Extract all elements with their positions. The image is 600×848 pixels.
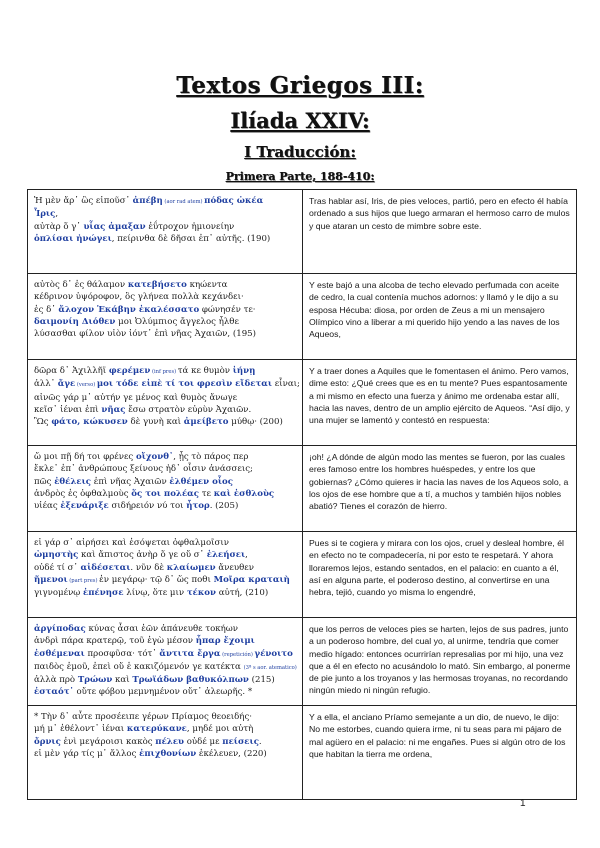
greek-segment: αὐτὰρ ὅ γ᾽: [34, 221, 84, 232]
spanish-translation: Tras hablar así, Iris, de pies veloces, partió, pero en efecto él había ordenado a sus hijos que luego armaran el hermoso carro de mulos y que ataran un cesto de mimbre sobre este.: [309, 196, 570, 231]
greek-segment: πῶς: [34, 476, 55, 487]
spanish-translation-cell: [303, 706, 577, 800]
greek-line: [34, 195, 297, 208]
highlighted-word: ὁπλίσαι ἠνώγει: [34, 233, 112, 244]
highlighted-word: ἀργίποδας: [34, 624, 86, 634]
greek-line: [34, 476, 297, 488]
greek-line: [34, 736, 297, 748]
greek-segment: ἔσω στρατὸν εὐρὺν Ἀχαιῶν.: [125, 404, 252, 415]
highlighted-word: υἷας ἀμαξαν: [83, 221, 146, 232]
greek-line: [34, 648, 297, 661]
highlighted-word: ἐπένησε: [83, 588, 124, 599]
highlighted-word: δαιμονίη Διόθεν: [34, 316, 116, 327]
spanish-translation-cell: [303, 446, 577, 532]
greek-segment: σιδήρειόν νύ τοι: [108, 501, 187, 512]
greek-segment: ἀνδρὸς ἐς ὀφθαλμοὺς: [34, 488, 132, 499]
highlighted-word: ἥμενοι: [34, 574, 68, 585]
greek-segment: ἐκέλευεν, (220): [196, 748, 267, 759]
greek-line: [34, 635, 297, 647]
highlighted-word: νῆας: [101, 404, 126, 415]
greek-segment: Ὣς: [34, 417, 52, 428]
highlighted-word: καὶ ἐσθλοὺς: [213, 488, 275, 499]
table-row: [28, 706, 577, 800]
greek-line: [34, 711, 297, 723]
greek-segment: μοι Ὀλύμπιος ἄγγελος ἦλθε: [115, 316, 239, 327]
table-row: [28, 274, 577, 360]
greek-segment: εἶναι;: [272, 379, 300, 390]
greek-segment: κηώεντα: [186, 280, 228, 290]
greek-line: [34, 537, 297, 549]
greek-segment: τά κε θυμὸν: [177, 366, 233, 376]
greek-segment: γιγνομένῳ: [34, 588, 84, 599]
highlighted-word: κλαίωμεν: [166, 562, 216, 573]
greek-segment: οὐδέ τί σ᾽: [34, 562, 81, 573]
greek-segment: εἰ μὲν γάρ τίς μ᾽ ἄλλος: [34, 748, 140, 759]
greek-segment: ἐπὶ νῆας Ἀχαιῶν: [91, 476, 170, 487]
part-heading: Primera Parte, 188-410:: [225, 170, 375, 183]
spanish-translation-cell: [303, 532, 577, 618]
spanish-translation: Pues si te cogiera y mirara con los ojos, cruel y desleal hombre, él en efecto no te compadecería, ni por esto te respetará. Y ahora lloraremos lejos, estando sentados, en el palacio: en cuanto a él, así en alguna parte, el poderoso destino, al convertirse en una hebra, tejió, cuando yo misma lo engendré,: [309, 538, 564, 598]
greek-segment: ὤ μοι πῇ δή τοι φρένες: [34, 452, 136, 462]
greek-segment: παιδὸς ἐμοῦ, ἐπεὶ οὔ ἑ κακιζόμενόν γε κατέκτα: [34, 661, 244, 672]
greek-segment: , πείρινθα δὲ δῆσαι ἐπ᾽ αὐτῆς. (190): [111, 233, 271, 244]
greek-segment: ἔκλε᾽ ἐπ᾽ ἀνθρώπους ξείνους ἠδ᾽ οἷσιν ἀνάσσεις;: [34, 464, 253, 475]
translation-table: [27, 189, 577, 800]
table-row: [28, 618, 577, 706]
greek-segment: . νῦν δὲ: [130, 562, 167, 573]
table-row: [28, 360, 577, 446]
greek-line: [34, 463, 297, 475]
greek-segment: ἐΰτροχον ἡμιονείην: [145, 221, 235, 232]
greek-segment: ἀλλ᾽: [34, 379, 58, 390]
section-heading: I Traducción:: [244, 143, 356, 161]
table-row: [28, 190, 577, 274]
greek-line: [34, 378, 300, 391]
greek-segment: δῶρα δ᾽ Ἀχιλλῆϊ: [34, 366, 109, 376]
greek-segment: μύθῳ· (200): [228, 417, 283, 428]
highlighted-word: ἑσταότ᾽: [34, 687, 74, 698]
greek-text-cell: [28, 532, 303, 618]
spanish-translation: Y a traer dones a Aquiles que le fomentasen el ánimo. Pero vamos, dime esto: ¿Qué crees que es en tu mente? Pues espantosamente a mi mismo en efecto una fuerza y ánimo me ordenaba estar allí, hacia las naves, dentro de un amplio ejército de Aqueos. “Así dijo, y una mujer se lamentó y contestó en respuesta:: [309, 366, 570, 426]
highlighted-word: Τρώων: [77, 675, 113, 686]
highlighted-word: ἰήνῃ: [232, 366, 256, 376]
highlighted-word: ὠμηστὴς: [34, 550, 79, 561]
table-row: [28, 532, 577, 618]
greek-segment: φώνησέν τε·: [199, 304, 256, 315]
greek-segment: καὶ: [112, 675, 133, 686]
highlighted-word: ἐλθέμεν οἶος: [169, 476, 233, 487]
grammar-note: (aor rad atem): [162, 199, 205, 205]
highlighted-word: ἐλεήσει: [206, 550, 246, 561]
greek-line: [34, 291, 297, 303]
grammar-note: (3ª s aor. atematico): [243, 664, 297, 671]
highlighted-word: φάτο, κώκυσεν: [51, 417, 128, 428]
greek-segment: τε: [199, 488, 214, 499]
greek-segment: . (205): [209, 501, 239, 512]
greek-line: [34, 623, 297, 635]
greek-line: [34, 208, 297, 220]
greek-segment: οὔτε φόβου μεμνημένον οὔτ᾽ ἀλεωρῆς. *: [73, 687, 253, 698]
grammar-note: (verso): [75, 382, 97, 389]
highlighted-word: ἐθέλεις: [54, 476, 92, 487]
greek-segment: κέδρινον ὑψόροφον, ὃς γλήνεα πολλὰ κεχάνδει·: [34, 292, 244, 303]
highlighted-word: κατερύκανε: [126, 724, 187, 735]
greek-line: [34, 416, 297, 428]
spanish-translation: que los perros de veloces pies se harten, lejos de sus padres, junto a un poderoso hombre, del cual yo, al unirme, tendría que comer medio hígado: entonces ocurrirían represalias por mi hijo, una vez que a él en efecto no acusándolo lo mató. Sin embargo, al ponerme de pie junto a los troyanos y las hermosas troyanas, no recordando ningún miedo ni ningún refugio.: [309, 624, 571, 696]
highlighted-word: Ἶρις: [34, 209, 56, 220]
highlighted-word: ἀπέβη: [132, 196, 163, 206]
highlighted-word: ἐπιχθονίων: [139, 748, 197, 759]
greek-segment: (215): [248, 675, 275, 686]
greek-line: [34, 587, 297, 599]
grammar-note: (repetición): [220, 651, 255, 658]
greek-segment: ἐνὶ μεγάροισι κακὸς: [60, 736, 156, 747]
greek-line: [34, 723, 297, 735]
spanish-translation-cell: [303, 190, 577, 274]
highlighted-word: φερέμεν: [108, 366, 151, 376]
greek-text-cell: [28, 706, 303, 800]
greek-segment: ἄνευθεν: [215, 562, 254, 573]
highlighted-word: ἐξενάριξε: [60, 501, 109, 512]
highlighted-word: ἧπαρ ἔχοιμι: [195, 636, 255, 647]
highlighted-word: Τρωϊάδων βαθυκόλπων: [132, 675, 249, 686]
greek-line: [34, 233, 297, 245]
highlighted-word: ὅς τοι πολέας: [131, 488, 200, 499]
spanish-translation: ¡oh! ¿A dónde de algún modo las mentes se fueron, por las cuales eres famoso entre los hombres huéspedes, y entre los que gobiernas? ¿Cómo quieres ir hacia las naves de los Aqueos solo, a los ojos de ese hombre que a tí, a muchos y también hijos nobles abatió? Tienes el corazón de hierro.: [309, 452, 569, 512]
highlighted-word: κατεβήσετο: [127, 280, 187, 290]
page-number: 1: [520, 798, 526, 809]
greek-segment: ἐν μεγάρῳ· τῷ δ᾽ ὥς ποθι: [99, 574, 214, 585]
greek-text-cell: [28, 190, 303, 274]
greek-segment: , ᾗς τὸ πάρος περ: [173, 452, 249, 462]
highlighted-word: οἴχονθ᾽: [135, 452, 174, 462]
greek-segment: ἀνδρὶ πάρα κρατερῷ, τοῦ ἐγὼ μέσον: [34, 636, 196, 647]
highlighted-word: ἀμείβετο: [183, 417, 229, 428]
greek-segment: * Τὴν δ᾽ αὖτε προσέειπε γέρων Πρίαμος θεοειδής·: [34, 712, 252, 722]
greek-text-cell: [28, 274, 303, 360]
greek-line: [34, 328, 297, 340]
greek-segment: καὶ ἄπιστος ἀνὴρ ὅ γε οὔ σ᾽: [78, 550, 207, 561]
greek-text-cell: [28, 360, 303, 446]
greek-segment: κεῖσ᾽ ἰέναι ἐπὶ: [34, 404, 102, 415]
highlighted-word: πείσεις: [222, 736, 259, 747]
highlighted-word: ἦτορ: [186, 501, 210, 512]
greek-segment: κύνας ἆσαι ἑῶν ἀπάνευθε τοκήων: [85, 624, 239, 634]
highlighted-word: γένοιτο: [254, 648, 293, 659]
greek-line: [34, 500, 297, 512]
greek-line: [34, 404, 297, 416]
greek-segment: ,: [55, 209, 59, 220]
highlighted-word: ἄντιτα ἔργα: [159, 648, 221, 659]
highlighted-word: πέλευ: [155, 736, 185, 747]
greek-line: [34, 549, 297, 561]
greek-segment: , μηδέ μοι αὐτὴ: [186, 724, 254, 735]
greek-line: [34, 221, 297, 233]
greek-segment: αὐτὸς δ᾽ ἐς θάλαμον: [34, 280, 128, 290]
greek-line: [34, 488, 297, 500]
highlighted-word: μοι τόδε εἰπὲ τί τοι φρεσὶν εἴδεται: [96, 379, 273, 390]
greek-line: [34, 686, 297, 698]
greek-text-cell: [28, 618, 303, 706]
greek-line: [34, 661, 297, 674]
greek-segment: .: [258, 736, 262, 747]
greek-line: [34, 279, 297, 291]
highlighted-word: ἄλοχον Ἑκάβην ἐκαλέσσατο: [58, 304, 200, 315]
grammar-note: (inf pres): [150, 369, 178, 375]
greek-line: [34, 451, 297, 463]
greek-line: [34, 304, 297, 316]
spanish-translation-cell: [303, 618, 577, 706]
greek-line: [34, 674, 297, 686]
greek-segment: προσφῦσα· τότ᾽: [84, 648, 160, 659]
highlighted-word: Μοῖρα κραταιὴ: [213, 574, 290, 585]
highlighted-word: ὄρνις: [34, 736, 61, 747]
greek-line: [34, 748, 297, 760]
greek-segment: λίνῳ, ὅτε μιν: [123, 588, 187, 599]
greek-segment: δὲ γυνὴ καὶ: [127, 417, 184, 428]
greek-line: [34, 365, 297, 378]
greek-segment: Ἠ μὲν ἄρ᾽ ὣς εἰποῦσ᾽: [34, 196, 133, 206]
greek-segment: μή μ᾽ ἐθέλοντ᾽ ἰέναι: [34, 724, 127, 735]
spanish-translation-cell: [303, 360, 577, 446]
document-subtitle: Ilíada XXIV:: [230, 108, 370, 133]
document-title: Textos Griegos III:: [176, 72, 424, 99]
greek-segment: ,: [245, 550, 248, 561]
greek-segment: ἐς δ᾽: [34, 304, 59, 315]
greek-segment: οὐδέ με: [184, 736, 223, 747]
greek-segment: αὐτή, (210): [215, 588, 269, 599]
greek-text-cell: [28, 446, 303, 532]
greek-segment: λύσασθαι φίλον υἱὸν ἰόντ᾽ ἐπὶ νῆας Ἀχαιῶν, (195): [34, 329, 256, 340]
table-row: [28, 446, 577, 532]
greek-line: [34, 574, 297, 587]
highlighted-word: πόδας ὠκέα: [204, 196, 264, 206]
greek-line: [34, 392, 297, 404]
grammar-note: (part pres): [67, 577, 100, 584]
spanish-translation: Y a ella, el anciano Príamo semejante a un dio, de nuevo, le dijo: No me estorbes, cuando quiera irme, ni tu seas para mi pájaro de mal agüero en el palacio: ni me engañes. Pues si algún otro de los que habitan la tierra me ordena,: [309, 712, 566, 759]
greek-line: [34, 316, 297, 328]
spanish-translation: Y este bajó a una alcoba de techo elevado perfumada con aceite de cedro, la cual contenía muchos adornos: y llamó y le dijo a su esposa Hécuba: diosa, por orden de Zeus a mi un mensajero Olímpico vino a liberar a mi querido hijo yendo a las naves de los Aqueos,: [309, 280, 560, 340]
greek-segment: ἀλλὰ πρὸ: [34, 675, 78, 686]
greek-line: [34, 562, 297, 574]
highlighted-word: ἄγε: [57, 379, 76, 390]
greek-segment: εἰ γάρ σ᾽ αἱρήσει καὶ ἐσόψεται ὀφθαλμοῖσιν: [34, 538, 229, 548]
greek-segment: αἰνῶς γάρ μ᾽ αὐτήν γε μένος καὶ θυμὸς ἄνωγε: [34, 392, 238, 403]
spanish-translation-cell: [303, 274, 577, 360]
highlighted-word: αἰδέσεται: [80, 562, 131, 573]
greek-segment: υἱέας: [34, 501, 61, 512]
highlighted-word: ἐσθέμεναι: [34, 648, 85, 659]
highlighted-word: τέκον: [186, 588, 216, 599]
